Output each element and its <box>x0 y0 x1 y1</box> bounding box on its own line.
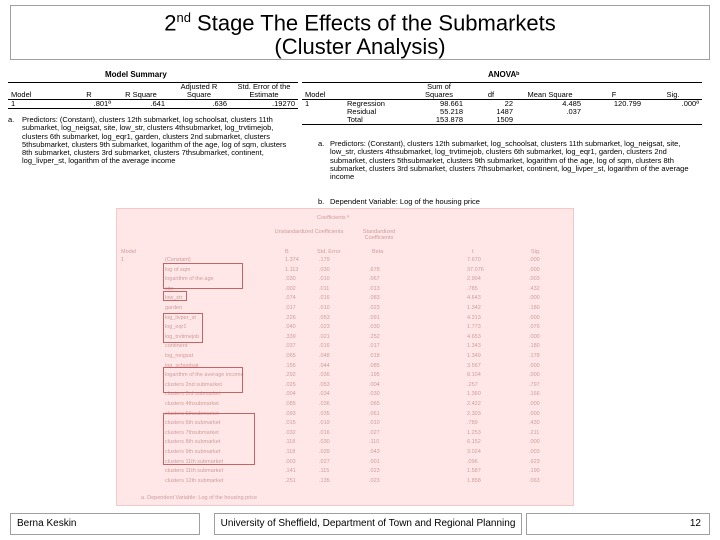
coef-row-value: .190 <box>529 468 540 475</box>
coef-row-value: .074 <box>285 295 296 302</box>
coef-row-value: .118 <box>285 449 296 455</box>
coef-row-value: .032 <box>285 429 296 436</box>
coef-row-value: 4.653 <box>467 333 481 340</box>
coef-row-value: .015 <box>285 420 296 427</box>
coef-row-value: .017 <box>285 305 296 311</box>
ms-header-model: Model <box>11 90 32 99</box>
coef-row-value: .036 <box>319 401 330 407</box>
coef-row-value: 4.313 <box>467 314 481 321</box>
anova-header-sig: Sig. <box>666 90 680 99</box>
coef-row-value: .085 <box>369 362 380 369</box>
coef-row-value: .010 <box>319 305 330 311</box>
coef-row-label: log_neigsat <box>165 353 194 359</box>
coef-row-value: .016 <box>319 429 330 436</box>
coef-row-value: .030 <box>319 439 330 446</box>
coef-row-value: .252 <box>369 333 380 340</box>
ms-cell-r-square: .641 <box>150 99 165 108</box>
model-summary-caption: Model Summary <box>105 70 167 79</box>
coef-row-label: clusters 5thsubmarket <box>165 410 219 417</box>
coef-row-value: .016 <box>319 295 330 302</box>
coef-row-value: .043 <box>369 449 380 455</box>
coef-row-value: 1.342 <box>467 305 481 311</box>
anova-footnote-a: Predictors: (Constant), clusters 12th submarket, log_schoolsat, clusters 11th submarket, log_neigsat, site, low_str, clusters 4thsubmarket, log_trvtimejob, clusters 6th submarket, log_eqr1, garden, clusters 2nd submarket, clusters 5thsubmarket, clusters 9th submarket, logarithm of the age, log of sqm, clusters 8th submarket, clusters 3rd submarket, clusters 7thsubmarket, continent, log_livper_st, logarithm of the average income <box>330 139 689 182</box>
coef-row-value: 7.670 <box>467 257 481 263</box>
coef-row-label: log_livper_st <box>165 314 196 321</box>
coef-row-value: 37.076 <box>467 266 484 273</box>
coef-row-value: .011 <box>319 285 330 292</box>
coef-row-label: log_eqr1 <box>165 324 187 331</box>
coef-subheader-beta: Beta <box>372 249 384 255</box>
coef-row-label: clusters 2nd submarket <box>165 381 222 388</box>
coef-row-value: .065 <box>285 353 296 359</box>
coef-row-value: 1.773 <box>467 324 481 331</box>
coef-row-value: .135 <box>319 477 330 484</box>
coef-row-label: garden <box>165 305 183 311</box>
ms-cell-adj-r-square: .636 <box>212 99 227 108</box>
coef-row-value: 1.587 <box>467 468 481 475</box>
coef-row-value: 8.104 <box>467 372 481 379</box>
ms-header-r-square: R Square <box>125 90 157 99</box>
coef-row-value: .000 <box>529 295 540 302</box>
coef-row-value: 4.643 <box>467 295 481 302</box>
anova-header-mean-square: Mean Square <box>527 90 573 99</box>
coef-header-unstd: Unstandardized Coefficients <box>274 229 344 235</box>
coef-row-value: .678 <box>369 266 380 273</box>
coef-row-value: .180 <box>529 343 540 350</box>
coef-row-value: .040 <box>285 324 296 331</box>
coef-row-value: .036 <box>319 372 330 379</box>
coef-row-value: 2.422 <box>467 401 481 407</box>
anova-row1-ms: 4.485 <box>562 99 581 108</box>
coef-subheader-se: Std. Error <box>317 249 341 255</box>
coef-row-value: .030 <box>285 276 296 283</box>
coef-row-value: .004 <box>285 391 296 398</box>
title-line2: (Cluster Analysis) <box>274 34 446 60</box>
coef-model-number: 1 <box>121 257 125 263</box>
coef-row-value: .000 <box>529 314 540 321</box>
coef-row-value: .180 <box>529 305 540 311</box>
coef-row-value: .091 <box>369 314 380 321</box>
ms-header-r: R <box>86 90 92 99</box>
coef-row-value: .025 <box>285 381 296 388</box>
coef-row-value: .053 <box>319 381 330 388</box>
coef-footnote: a. Dependent Variable: Log of the housing price <box>141 495 258 501</box>
coef-header-t: t <box>472 249 474 255</box>
coef-row-value: .019 <box>319 420 330 427</box>
coef-row-value: .027 <box>369 429 380 436</box>
coef-row-value: .115 <box>319 468 330 475</box>
anova-footnote-b: Dependent Variable: Log of the housing price <box>330 197 480 206</box>
coef-row-value: .076 <box>529 324 540 331</box>
coef-row-value: .044 <box>319 362 330 369</box>
anova-row2-ms: .037 <box>566 107 581 116</box>
coef-row-value: .030 <box>369 324 380 331</box>
coef-row-value: .018 <box>369 353 380 359</box>
anova-header-sum-squares: Sum of Squares <box>425 82 453 99</box>
anova-row3-f <box>584 116 644 125</box>
coef-row-value: .001 <box>369 458 380 465</box>
coef-header-sig: Sig. <box>531 249 541 255</box>
coef-row-value: .226 <box>285 314 296 321</box>
ms-cell-model: 1 <box>11 99 16 108</box>
coef-row-value: .021 <box>319 333 330 340</box>
ms-header-std-error: Std. Error of the Estimate <box>237 82 291 99</box>
coef-row-value: .085 <box>285 401 296 407</box>
coef-row-value: 6.152 <box>467 439 481 446</box>
coef-row-label: clusters 12th submarket <box>165 477 224 484</box>
highlight-box-income <box>163 367 243 393</box>
anova-footnote-a-marker: a. <box>318 139 325 148</box>
anova-header-blank <box>344 83 412 100</box>
anova-row1-model: 1 <box>305 99 310 108</box>
footer-institution: University of Sheffield, Department of Town and Regional Planning <box>214 513 522 535</box>
coef-row-value: .030 <box>319 266 330 273</box>
coef-row-value: .002 <box>285 285 296 292</box>
anova-row3-label: Total <box>347 115 363 124</box>
coef-row-value: 1.858 <box>467 477 481 484</box>
coef-row-label: clusters 7thsubmarket <box>165 429 219 436</box>
coef-row-value: 2.303 <box>467 410 481 417</box>
highlight-box-livper-eqr <box>163 313 203 343</box>
coef-row-value: .023 <box>369 468 380 475</box>
coef-row-value: 3.024 <box>467 449 481 455</box>
coef-row-value: .797 <box>529 381 540 388</box>
coef-subheader-b: B <box>285 249 289 255</box>
coef-row-value: .179 <box>319 257 330 263</box>
coef-row-value: .141 <box>285 468 296 475</box>
ms-cell-std-error: .19270 <box>272 99 295 108</box>
highlight-box-clusters <box>163 410 255 465</box>
coef-row-value: .118 <box>285 439 296 446</box>
coef-row-value: .000 <box>529 372 540 379</box>
ms-cell-r: .801ª <box>93 99 111 108</box>
slide-title <box>0 6 720 59</box>
coef-row-value: .110 <box>369 439 380 446</box>
coef-row-value: .789 <box>467 420 478 427</box>
coef-row-value: 3.567 <box>467 362 481 369</box>
coef-row-value: .030 <box>369 391 380 398</box>
anova-table <box>302 82 702 125</box>
coef-row-value: .257 <box>467 381 478 388</box>
coef-row-value: 1.349 <box>467 353 481 359</box>
coef-row-value: .000 <box>529 439 540 446</box>
anova-row2-sig <box>644 108 702 116</box>
anova-caption: ANOVAᵇ <box>488 70 520 79</box>
model-summary-table <box>8 82 298 109</box>
coef-row-label: clusters 8th submarket <box>165 439 221 446</box>
coef-row-value: .039 <box>319 449 330 455</box>
highlight-box-age <box>163 263 243 289</box>
coef-row-value: .035 <box>319 410 330 417</box>
coef-row-label: clusters 11th submarket <box>165 458 223 465</box>
coef-row-value: .339 <box>285 333 296 340</box>
anova-row3-model <box>302 116 344 125</box>
coef-row-value: .000 <box>529 410 540 417</box>
coef-row-value: .065 <box>369 401 380 407</box>
coef-row-value: .785 <box>467 285 478 292</box>
coef-row-value: .096 <box>467 458 478 465</box>
coef-header-model: Model <box>121 249 136 255</box>
coef-row-value: .010 <box>319 276 330 283</box>
anova-row2-model <box>302 108 344 116</box>
coef-row-label: clusters 3rd submarket <box>165 391 221 398</box>
coef-header-std: Standardized Coefficients <box>362 229 396 241</box>
coef-row-value: .083 <box>369 295 380 302</box>
coef-row-value: .037 <box>285 343 296 350</box>
coef-row-value: .016 <box>319 343 330 350</box>
coef-row-value: .000 <box>529 266 540 273</box>
coef-row-value: .093 <box>285 410 296 417</box>
coef-row-value: .211 <box>529 429 540 436</box>
coef-row-value: .023 <box>369 305 380 311</box>
coef-row-value: .027 <box>319 458 330 465</box>
coef-row-label: clusters 6th submarket <box>165 420 221 427</box>
coef-row-label: logarithm of the average income <box>165 372 244 379</box>
ms-header-adj-r-square: Adjusted R Square <box>180 82 218 99</box>
anova-row1-sig: .000ª <box>681 99 699 108</box>
coef-row-value: .034 <box>319 391 330 398</box>
coef-row-label: clusters 9th submarket <box>165 449 221 455</box>
coef-row-value: .017 <box>369 343 380 350</box>
coef-row-value: .923 <box>529 458 540 465</box>
title-ordinal-suffix: nd <box>176 10 191 25</box>
coef-row-label: clusters 4thsubmarket <box>165 401 219 407</box>
coef-row-value: .053 <box>319 314 330 321</box>
coef-row-value: .195 <box>369 372 380 379</box>
coef-row-value: .430 <box>529 420 540 427</box>
title-ordinal: 2 <box>164 10 177 36</box>
anova-row3-df: 1509 <box>496 115 513 124</box>
footer-author: Berna Keskin <box>10 513 200 535</box>
anova-header-f: F <box>611 90 617 99</box>
footer-page-number: 12 <box>526 513 710 535</box>
coef-row-value: .061 <box>369 410 380 417</box>
anova-footnote-b-marker: b. <box>318 197 325 206</box>
coef-row-value: .067 <box>369 276 380 283</box>
coefficients-panel <box>116 208 574 506</box>
anova-row2-ss: 55.218 <box>440 107 463 116</box>
coef-row-label: low_str <box>165 295 183 302</box>
coef-row-value: .178 <box>529 353 540 359</box>
coef-row-value: .000 <box>529 333 540 340</box>
anova-row2-df: 1487 <box>496 107 513 116</box>
coef-row-value: 1.374 <box>285 257 299 263</box>
anova-header-df: df <box>487 90 495 99</box>
coef-row-value: .004 <box>369 381 380 388</box>
anova-row2-label: Residual <box>347 107 377 116</box>
anova-row1-f: 120.799 <box>613 99 641 108</box>
coef-row-value: .023 <box>319 324 330 331</box>
title-line1: Stage The Effects of the Submarkets <box>190 10 556 36</box>
coef-row-value: .048 <box>319 353 330 359</box>
coef-row-value: .010 <box>369 420 380 427</box>
anova-row2-f <box>584 108 644 116</box>
coef-row-label: logarithm of the age <box>165 276 214 283</box>
coef-row-value: .003 <box>529 449 540 455</box>
anova-header-model: Model <box>305 90 326 99</box>
coef-row-label: clusters 11th submarket <box>165 468 223 475</box>
coef-row-value: 1.253 <box>467 429 481 436</box>
coef-row-value: .251 <box>285 477 296 484</box>
coef-row-value: .000 <box>529 401 540 407</box>
coef-row-value: .155 <box>285 362 296 369</box>
anova-row3-sig <box>644 116 702 125</box>
anova-row1-ss: 98.661 <box>440 99 463 108</box>
coef-row-value: .432 <box>529 285 540 292</box>
coef-row-value: .292 <box>285 372 296 379</box>
coef-row-label: log_schoolsat <box>165 362 199 369</box>
highlight-box-low-str <box>163 291 187 301</box>
ms-footnote-marker: a. <box>8 115 15 124</box>
coef-row-value: .063 <box>529 477 540 484</box>
coef-caption: Coefficients ª <box>317 215 350 221</box>
coef-row-label: log_trvtimejob <box>165 333 200 340</box>
coef-row-value: .023 <box>369 477 380 484</box>
coef-row-value: 1.360 <box>467 391 481 398</box>
coef-row-value: .000 <box>529 257 540 263</box>
anova-row1-df: 22 <box>504 99 513 108</box>
coef-row-label: site <box>165 285 174 292</box>
coef-row-label: log of sqm <box>165 266 191 273</box>
coef-row-value: 2.904 <box>467 276 481 283</box>
anova-row3-ss: 153.878 <box>435 115 463 124</box>
coef-row-value: .003 <box>285 458 296 465</box>
coef-row-value: .000 <box>529 362 540 369</box>
coef-row-value: .166 <box>529 391 540 398</box>
ms-footnote: Predictors: (Constant), clusters 12th submarket, log schoolsat, clusters 11th submarket, log_neigsat, site, low_str, clusters 4thsubmarket, log_trvtimejob, clusters 6th submarket, log_eqr1, garden, clusters 2nd submarket, clusters 5thsubmarket, clusters 9th submarket, logarithm of the age, log of sqm, clusters 8th submarket, clusters 3rd submarket, clusters 7thsubmarket, continent, log_livper_st, logarithm of the average income <box>22 115 287 166</box>
coef-row-label: continent <box>165 343 188 350</box>
anova-row3-ms <box>516 116 584 125</box>
coef-row-value: .013 <box>369 285 380 292</box>
anova-row1-label: Regression <box>347 99 385 108</box>
coef-row-label: (Constant) <box>165 257 191 263</box>
coef-row-value: .003 <box>529 276 540 283</box>
coef-row-value: 1.343 <box>467 343 481 350</box>
coef-row-value: 1.113 <box>285 266 299 273</box>
